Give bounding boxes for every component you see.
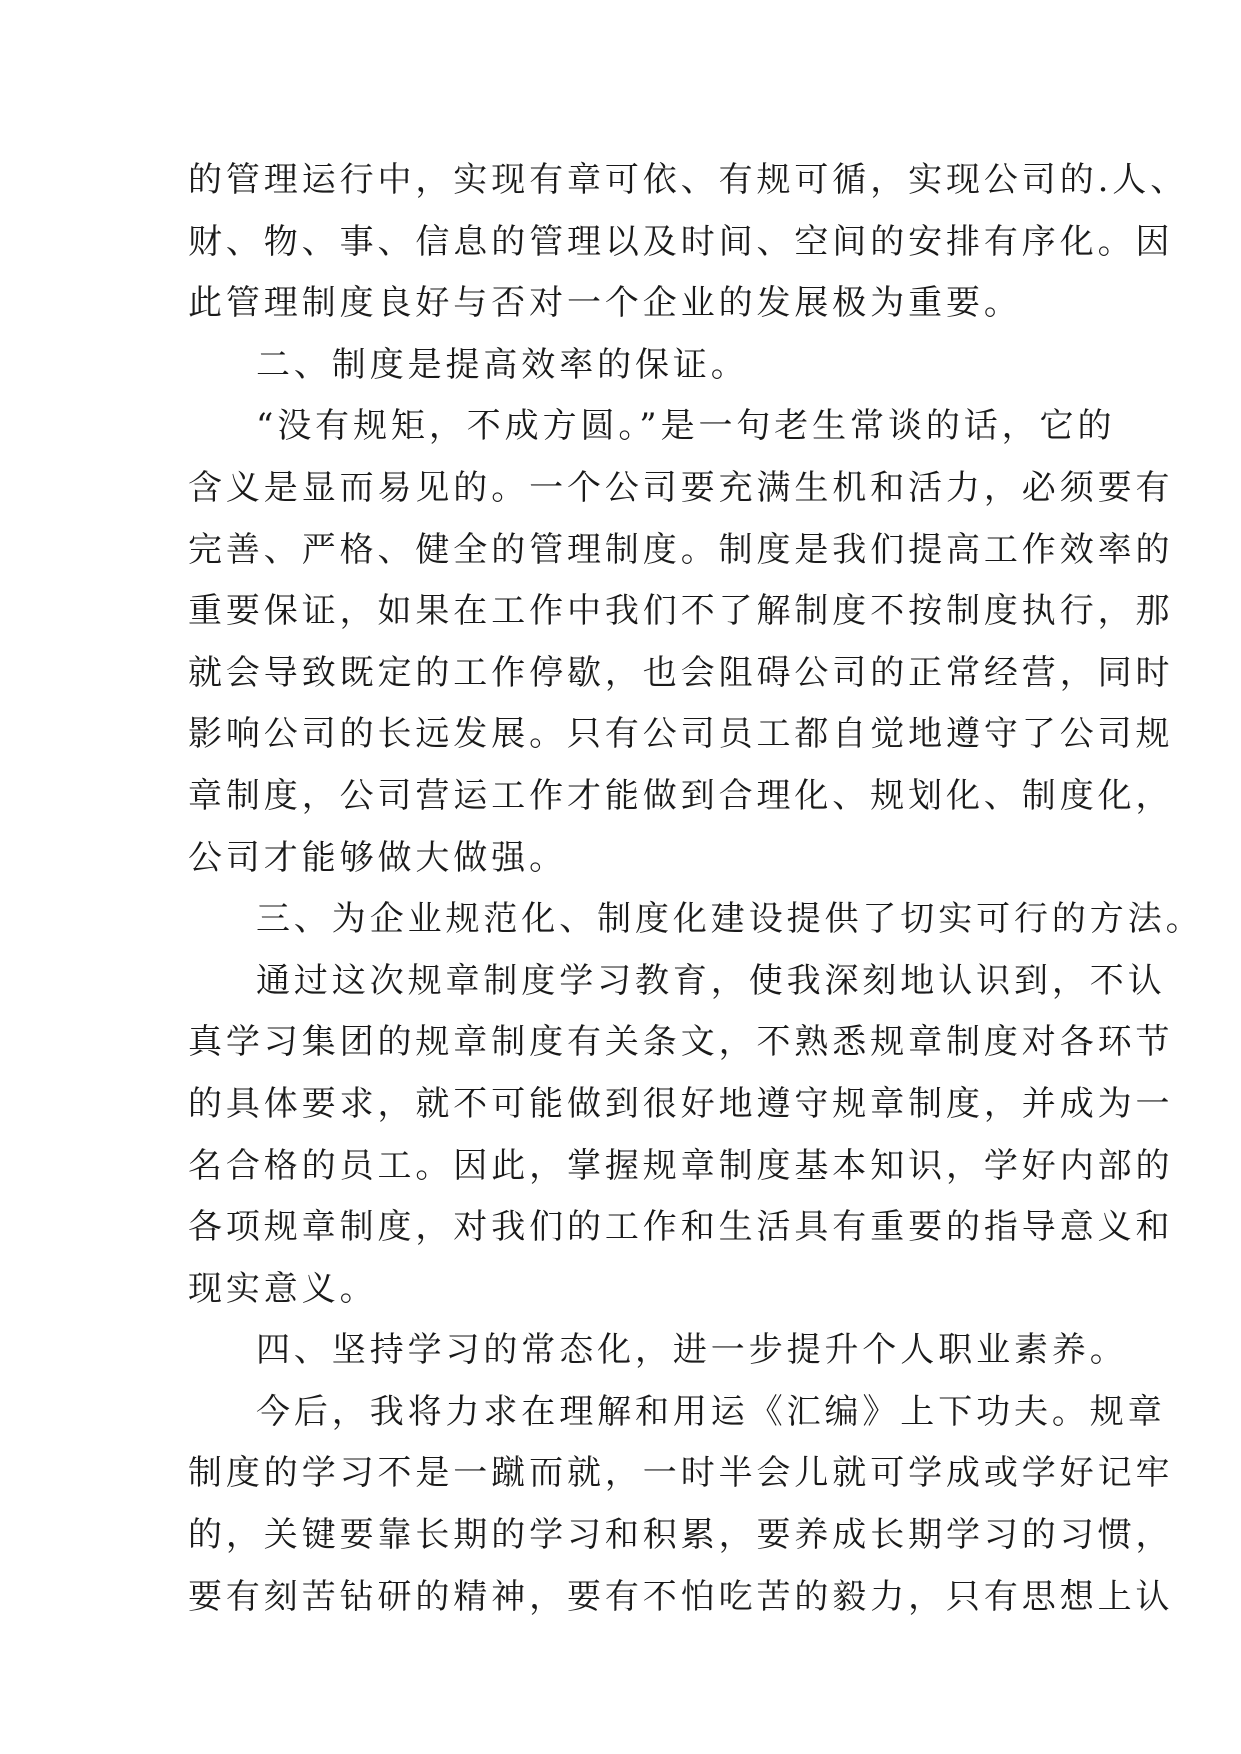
text-line: 的具体要求，就不可能做到很好地遵守规章制度，并成为一 (188, 1083, 1174, 1124)
document-body (188, 150, 1204, 1628)
text-line: 重要保证，如果在工作中我们不了解制度不按制度执行，那 (188, 591, 1174, 632)
text-line: 就会导致既定的工作停歇，也会阻碍公司的正常经营，同时 (188, 652, 1174, 693)
paragraph-first-line: 今后，我将力求在理解和用运《汇编》上下功夫。规章 (256, 1391, 1166, 1432)
text-line: 财、物、事、信息的管理以及时间、空间的安排有序化。因 (188, 221, 1174, 262)
text-line: 公司才能够做大做强。 (188, 837, 567, 878)
text-line: 名合格的员工。因此，掌握规章制度基本知识，学好内部的 (188, 1145, 1174, 1186)
text-line: 完善、严格、健全的管理制度。制度是我们提高工作效率的 (188, 529, 1174, 570)
text-line: 此管理制度良好与否对一个企业的发展极为重要。 (188, 283, 1022, 324)
text-line: 影响公司的长远发展。只有公司员工都自觉地遵守了公司规 (188, 714, 1174, 755)
text-line: 的，关键要靠长期的学习和积累，要养成长期学习的习惯， (188, 1515, 1174, 1556)
section-heading: 三、为企业规范化、制度化建设提供了切实可行的方法。 (256, 899, 1204, 940)
section-heading: 四、坚持学习的常态化，进一步提升个人职业素养。 (256, 1330, 1128, 1371)
text-line: 章制度，公司营运工作才能做到合理化、规划化、制度化， (188, 775, 1174, 816)
text-line: 的管理运行中，实现有章可依、有规可循，实现公司的.人、 (188, 160, 1189, 200)
text-line: 各项规章制度，对我们的工作和生活具有重要的指导意义和 (188, 1207, 1174, 1248)
text-line: 现实意义。 (188, 1268, 378, 1309)
text-line: 真学习集团的规章制度有关条文，不熟悉规章制度对各环节 (188, 1022, 1174, 1063)
paragraph-first-line: “没有规矩，不成方圆。”是一句老生常谈的话，它的 (256, 406, 1116, 447)
section-heading: 二、制度是提高效率的保证。 (256, 344, 749, 385)
text-line: 制度的学习不是一蹴而就，一时半会儿就可学成或学好记牢 (188, 1453, 1174, 1494)
text-line: 含义是显而易见的。一个公司要充满生机和活力，必须要有 (188, 467, 1174, 508)
text-line: 要有刻苦钻研的精神，要有不怕吃苦的毅力，只有思想上认 (188, 1576, 1174, 1617)
paragraph-first-line: 通过这次规章制度学习教育，使我深刻地认识到，不认 (256, 960, 1166, 1001)
